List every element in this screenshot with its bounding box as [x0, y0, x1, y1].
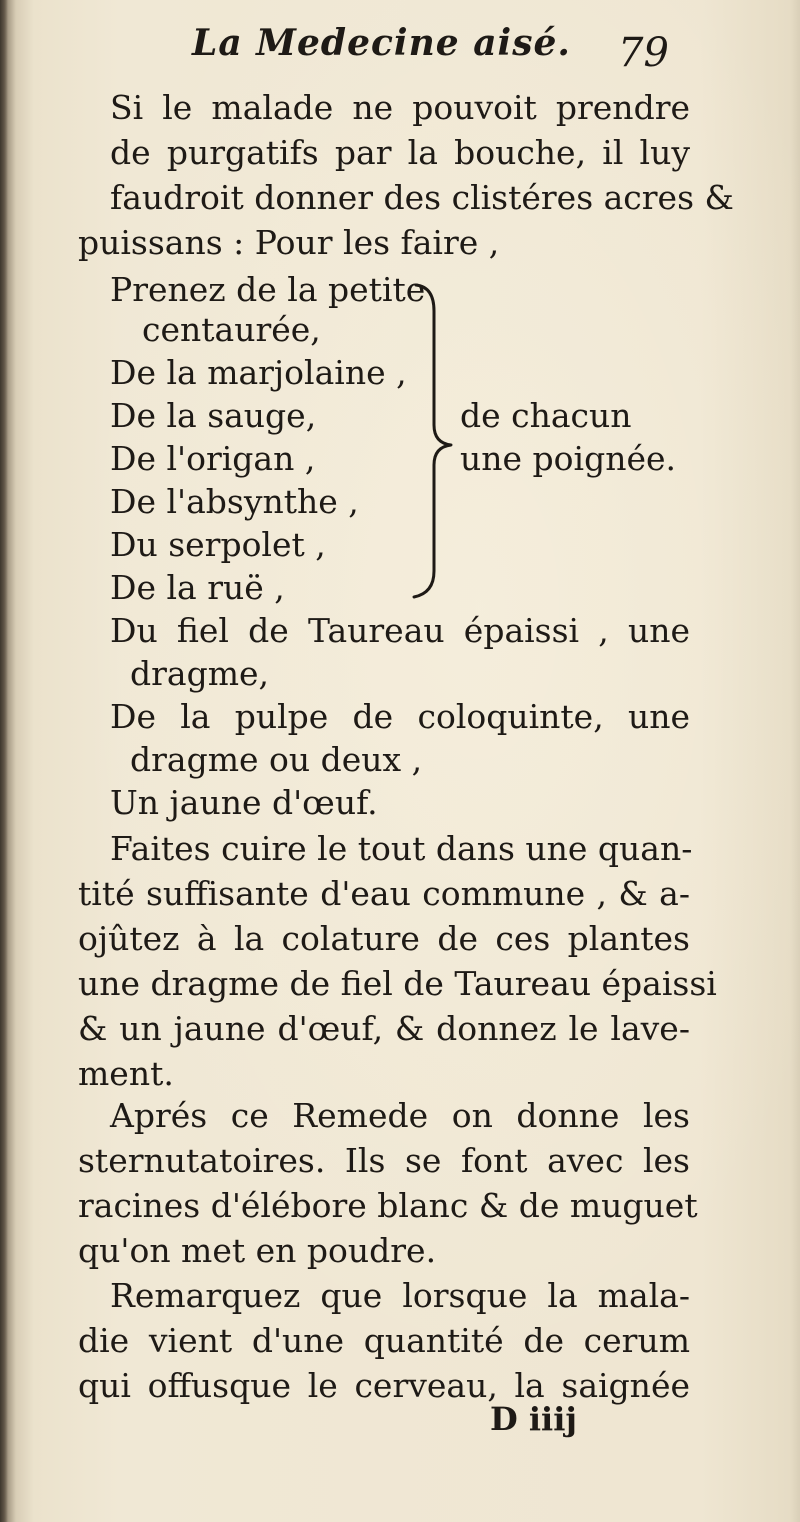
curly-brace [396, 275, 456, 605]
recipe-item: De l'absynthe , [110, 482, 359, 521]
recipe-item: dragme ou deux , [130, 740, 423, 779]
recipe-item: Prenez de la petite [110, 270, 426, 309]
text-line: Aprés ce Remede on donne les [110, 1096, 690, 1135]
page-gutter [0, 0, 8, 1522]
brace-note: de chacun [460, 396, 632, 435]
recipe-item: De la marjolaine , [110, 353, 407, 392]
recipe-item: De la sauge, [110, 396, 317, 435]
text-line: Remarquez que lorsque la mala- [110, 1276, 690, 1315]
recipe-item: De la ruë , [110, 568, 285, 607]
text-line: ojûtez à la colature de ces plantes [78, 919, 690, 958]
text-line: une dragme de fiel de Taureau épaissi [78, 964, 717, 1003]
text-line: & un jaune d'œuf, & donnez le lave- [78, 1009, 690, 1048]
text-line: Faites cuire le tout dans une quan- [110, 829, 693, 868]
recipe-item: Du fiel de Taureau épaissi , une [110, 611, 690, 650]
text-line: puissans : Pour les faire , [78, 223, 500, 262]
text-line: tité suffisante d'eau commune , & a- [78, 874, 690, 913]
text-line: qui offusque le cerveau, la saignée [78, 1366, 690, 1405]
recipe-item: De la pulpe de coloquinte, une [110, 697, 690, 736]
text-line: racines d'élébore blanc & de muguet [78, 1186, 698, 1225]
signature-mark: D iiij [490, 1400, 577, 1438]
text-line: faudroit donner des clistéres acres & [110, 178, 734, 217]
recipe-item: Un jaune d'œuf. [110, 783, 378, 822]
text-line: Si le malade ne pouvoit prendre [110, 88, 690, 127]
page-number: 79 [618, 30, 669, 76]
recipe-item: centaurée, [142, 310, 321, 349]
text-line: ment. [78, 1054, 174, 1093]
running-title: La Medecine aisé. [192, 22, 571, 64]
recipe-item: Du serpolet , [110, 525, 326, 564]
brace-note: une poignée. [460, 439, 676, 478]
recipe-item: De l'origan , [110, 439, 316, 478]
text-line: de purgatifs par la bouche, il luy [110, 133, 690, 172]
recipe-item: dragme, [130, 654, 270, 693]
text-line: sternutatoires. Ils se font avec les [78, 1141, 690, 1180]
text-line: die vient d'une quantité de cerum [78, 1321, 690, 1360]
text-line: qu'on met en poudre. [78, 1231, 437, 1270]
